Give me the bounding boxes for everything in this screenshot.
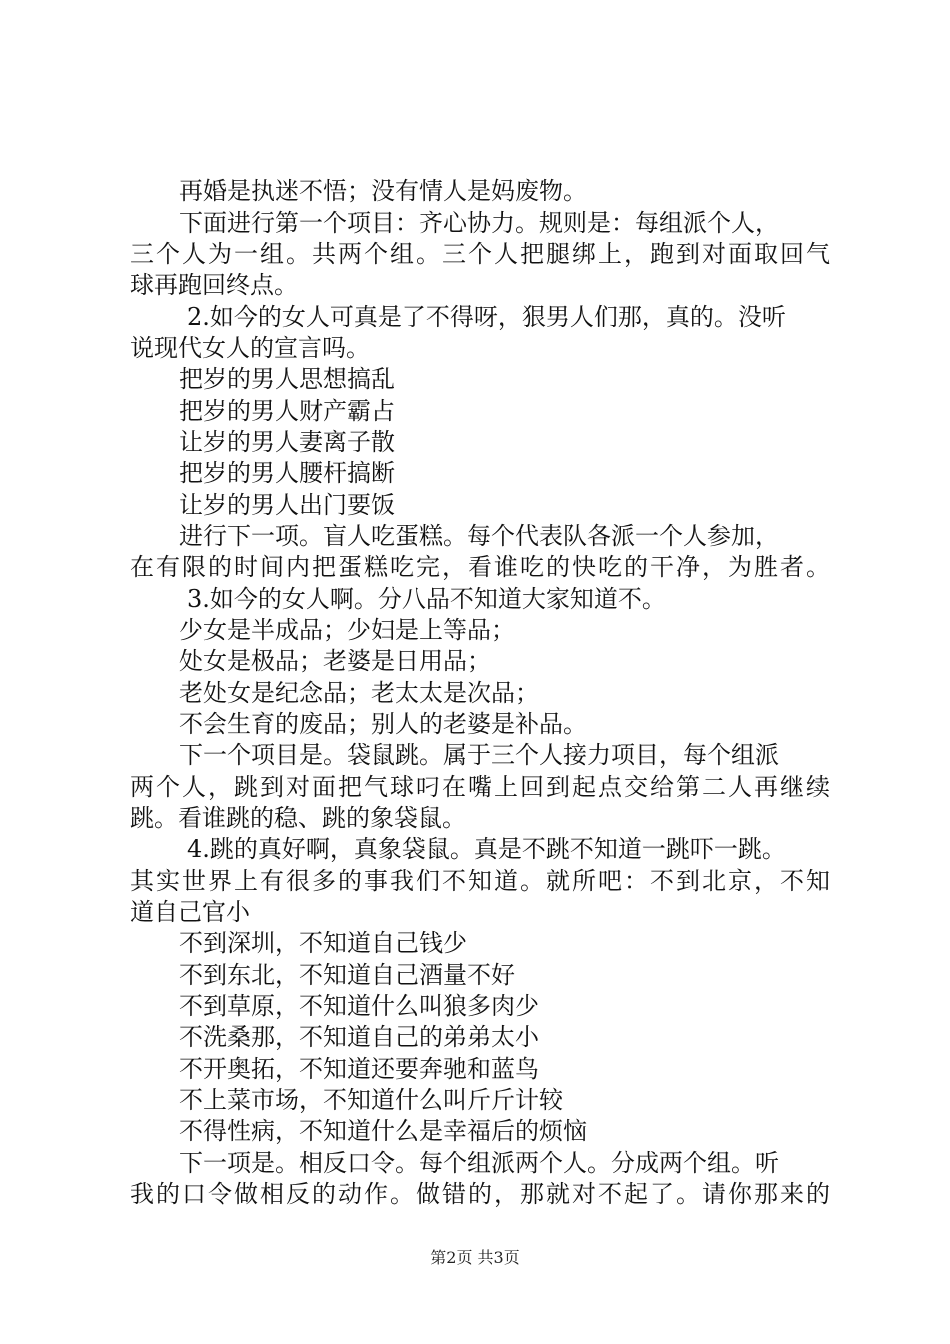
text-line: 把岁的男人财产霸占	[179, 397, 395, 425]
text-line: 4.跳的真好啊，真象袋鼠。真是不跳不知道一跳吓一跳。	[187, 835, 786, 863]
text-line: 不到草原，不知道什么叫狼多肉少	[179, 992, 539, 1020]
text-line: 不上菜市场，不知道什么叫斤斤计较	[179, 1086, 563, 1114]
text-line: 把岁的男人思想搞乱	[179, 365, 395, 393]
text-line: 处女是极品；老婆是日用品；	[179, 647, 491, 675]
text-line: 不到东北，不知道自己酒量不好	[179, 961, 515, 989]
text-line: 球再跑回终点。	[130, 271, 298, 299]
text-line: 我的口令做相反的动作。做错的，那就对不起了。请你那来的	[130, 1180, 830, 1208]
text-line: 两个人，跳到对面把气球叼在嘴上回到起点交给第二人再继续	[130, 773, 830, 801]
text-line: 道自己官小	[130, 898, 250, 926]
text-line: 老处女是纪念品；老太太是次品；	[179, 679, 539, 707]
text-line: 说现代女人的宣言吗。	[130, 334, 370, 362]
text-line: 下一项是。相反口令。每个组派两个人。分成两个组。听	[179, 1149, 779, 1177]
text-line: 其实世界上有很多的事我们不知道。就所吧：不到北京，不知	[130, 867, 830, 895]
text-line: 在有限的时间内把蛋糕吃完，看谁吃的快吃的干净，为胜者。	[130, 553, 830, 581]
text-line: 跳。看谁跳的稳、跳的象袋鼠。	[130, 804, 466, 832]
text-line: 不会生育的废品；别人的老婆是补品。	[179, 710, 587, 738]
text-line: 把岁的男人腰杆搞断	[179, 459, 395, 487]
text-line: 不得性病，不知道什么是幸福后的烦恼	[179, 1117, 587, 1145]
text-line: 下一个项目是。袋鼠跳。属于三个人接力项目，每个组派	[179, 741, 779, 769]
text-line: 让岁的男人出门要饭	[179, 491, 395, 519]
page-footer: 第2页 共3页	[430, 1248, 520, 1267]
text-line: 3.如今的女人啊。分八品不知道大家知道不。	[187, 585, 666, 613]
text-line: 少女是半成品；少妇是上等品；	[179, 616, 515, 644]
text-line: 不开奥拓，不知道还要奔驰和蓝鸟	[179, 1055, 539, 1083]
text-line: 下面进行第一个项目：齐心协力。规则是：每组派个人，	[179, 209, 779, 237]
text-line: 再婚是执迷不悟；没有情人是妈废物。	[179, 177, 587, 205]
text-line: 不到深圳，不知道自己钱少	[179, 929, 467, 957]
text-line: 三个人为一组。共两个组。三个人把腿绑上，跑到对面取回气	[130, 240, 830, 268]
text-line: 进行下一项。盲人吃蛋糕。每个代表队各派一个人参加，	[179, 522, 779, 550]
text-line: 让岁的男人妻离子散	[179, 428, 395, 456]
text-line: 2.如今的女人可真是了不得呀，狠男人们那，真的。没听	[187, 303, 786, 331]
text-line: 不洗桑那，不知道自己的弟弟太小	[179, 1023, 539, 1051]
